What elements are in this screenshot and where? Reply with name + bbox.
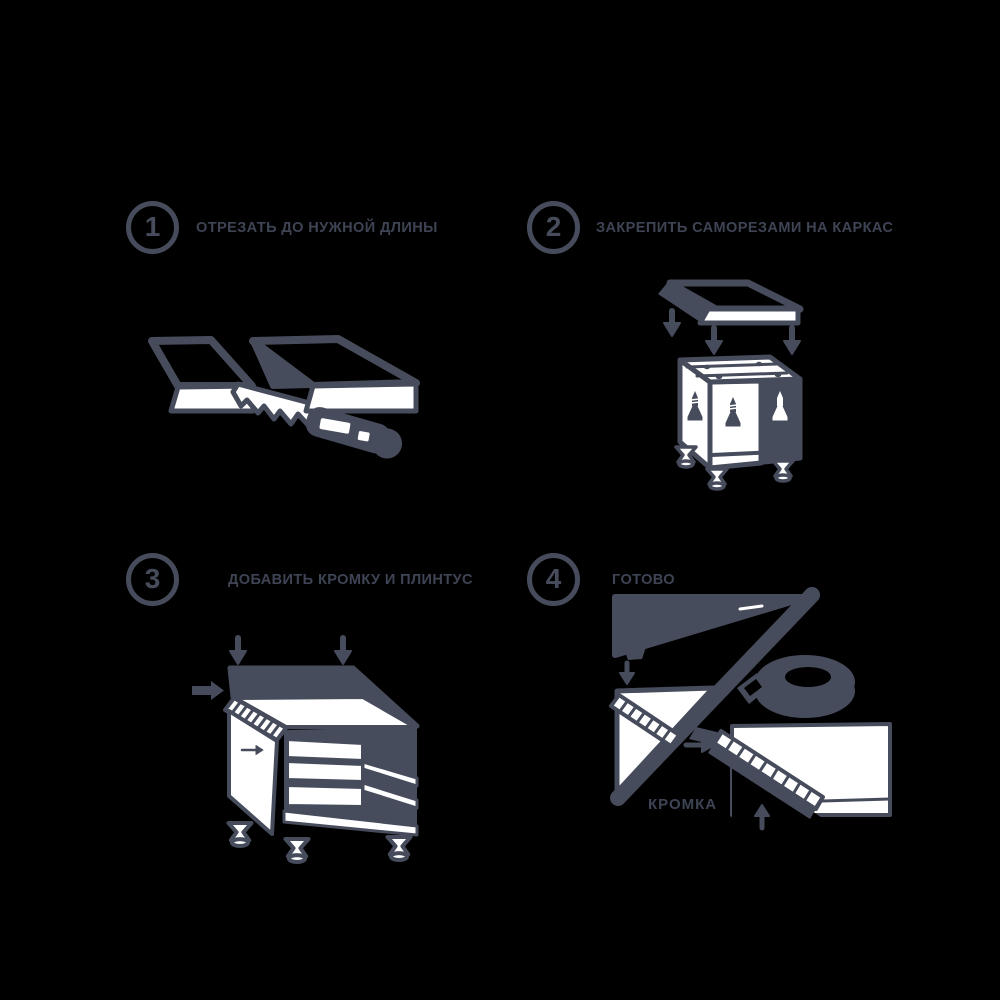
- countertop-slab: [658, 282, 800, 323]
- step-4-title: ГОТОВО: [612, 570, 676, 588]
- down-arrow: [620, 663, 634, 684]
- screw-hole: [716, 375, 722, 379]
- step-3-number: 3: [144, 563, 161, 594]
- down-arrow: [335, 638, 351, 664]
- screw-hole: [775, 373, 781, 377]
- step-4-badge: [527, 553, 580, 606]
- press-countertop-edge-on-cabinet-icon: [180, 610, 470, 900]
- step-3-header: [126, 552, 179, 606]
- step-3-title: ДОБАВИТЬ КРОМКУ И ПЛИНТУС: [228, 570, 473, 588]
- step-2-header: [527, 200, 580, 254]
- cabinet-foot: [229, 823, 252, 846]
- screw-hole: [756, 362, 762, 366]
- step-2-number: 2: [545, 211, 562, 242]
- down-arrow: [230, 638, 246, 664]
- step-1-title-wrap: [196, 200, 445, 254]
- step-1-number: 1: [144, 211, 161, 242]
- down-arrow: [784, 328, 800, 354]
- drawer-fronts: [287, 739, 363, 807]
- step-3-title-wrap: [228, 552, 480, 606]
- step-1-header: [126, 200, 179, 254]
- countertop-screwed-to-cabinet-icon: [620, 265, 860, 495]
- step-2-title-wrap: [596, 200, 902, 254]
- cabinet-foot: [773, 461, 793, 481]
- step-2-title: ЗАКРЕПИТЬ САМОРЕЗАМИ НА КАРКАС: [596, 218, 894, 236]
- step-1-badge: [126, 201, 179, 254]
- edge-band-label: КРОМКА: [648, 796, 718, 813]
- step-3-badge: [126, 553, 179, 606]
- step-4-number: 4: [545, 563, 562, 594]
- edge-banding-tape-applied-icon: [590, 585, 890, 885]
- cabinet-foot: [388, 837, 411, 860]
- down-arrow: [664, 311, 680, 336]
- step-2-badge: [527, 201, 580, 254]
- cabinet-foot: [707, 469, 727, 489]
- right-arrow: [192, 681, 224, 700]
- screw-hole: [704, 365, 710, 369]
- cabinet-foot: [676, 447, 696, 467]
- handsaw-cutting-boards-icon: [125, 300, 465, 480]
- cabinet-foot: [286, 839, 309, 862]
- down-arrow: [706, 328, 722, 354]
- step-4-header: [527, 552, 580, 606]
- step-1-title: ОТРЕЗАТЬ ДО НУЖНОЙ ДЛИНЫ: [196, 218, 438, 236]
